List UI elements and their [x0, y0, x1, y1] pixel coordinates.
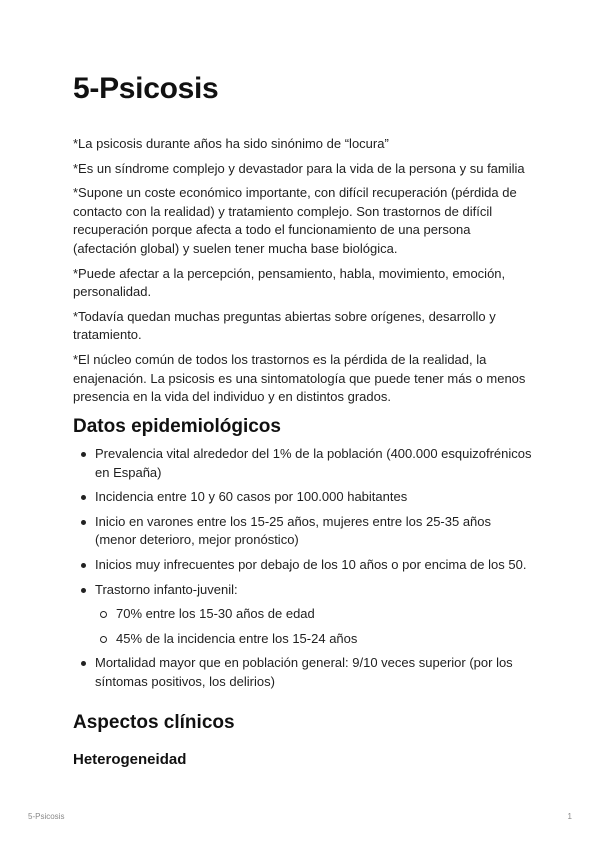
sub-list-item: 45% de la incidencia entre los 15-24 años: [73, 630, 533, 649]
footer-doc-name: 5-Psicosis: [28, 812, 65, 821]
list-item: Incidencia entre 10 y 60 casos por 100.000 habitantes: [73, 488, 533, 507]
subsection-heading-heterogeneity: Heterogeneidad: [73, 751, 187, 768]
intro-paragraph: *Supone un coste económico importante, con difícil recuperación (pérdida de contacto con la realidad) y tratamiento complejo. Son trastornos de difícil recuperación porque afecta a todo el funcionamiento de una persona (afectación global) y suelen tener mucha base biológica.: [73, 185, 517, 256]
intro-block: [73, 135, 533, 413]
sub-list-item: 70% entre los 15-30 años de edad: [73, 605, 533, 624]
footer-page-number: 1: [567, 812, 572, 821]
list-item: Trastorno infanto-juvenil:: [73, 581, 533, 600]
epidemiology-list: [73, 445, 533, 698]
intro-paragraph: *Es un síndrome complejo y devastador para la vida de la persona y su familia: [73, 160, 525, 176]
intro-paragraph: *Puede afectar a la percepción, pensamiento, habla, movimiento, emoción, personalidad.: [73, 265, 506, 300]
intro-paragraph: *El núcleo común de todos los trastornos es la pérdida de la realidad, la enajenación. La psicosis es una sintomatología que puede tener más o menos presencia en la vida del individuo y en distintos grados.: [73, 351, 526, 405]
list-item: Inicios muy infrecuentes por debajo de los 10 años o por encima de los 50.: [73, 556, 533, 575]
list-item: Mortalidad mayor que en población general: 9/10 veces superior (por los síntomas positivos, los delirios): [73, 654, 533, 691]
intro-paragraph: *Todavía quedan muchas preguntas abiertas sobre orígenes, desarrollo y tratamiento.: [73, 308, 496, 343]
intro-paragraph: *La psicosis durante años ha sido sinónimo de “locura”: [73, 136, 389, 151]
section-heading-clinical: Aspectos clínicos: [73, 712, 235, 733]
list-item: Prevalencia vital alrededor del 1% de la población (400.000 esquizofrénicos en España): [73, 445, 533, 482]
list-item: Inicio en varones entre los 15-25 años, mujeres entre los 25-35 años (menor deterioro, mejor pronóstico): [73, 513, 533, 550]
section-heading-epidemiology: Datos epidemiológicos: [73, 416, 281, 437]
page-title: 5-Psicosis: [73, 72, 219, 105]
